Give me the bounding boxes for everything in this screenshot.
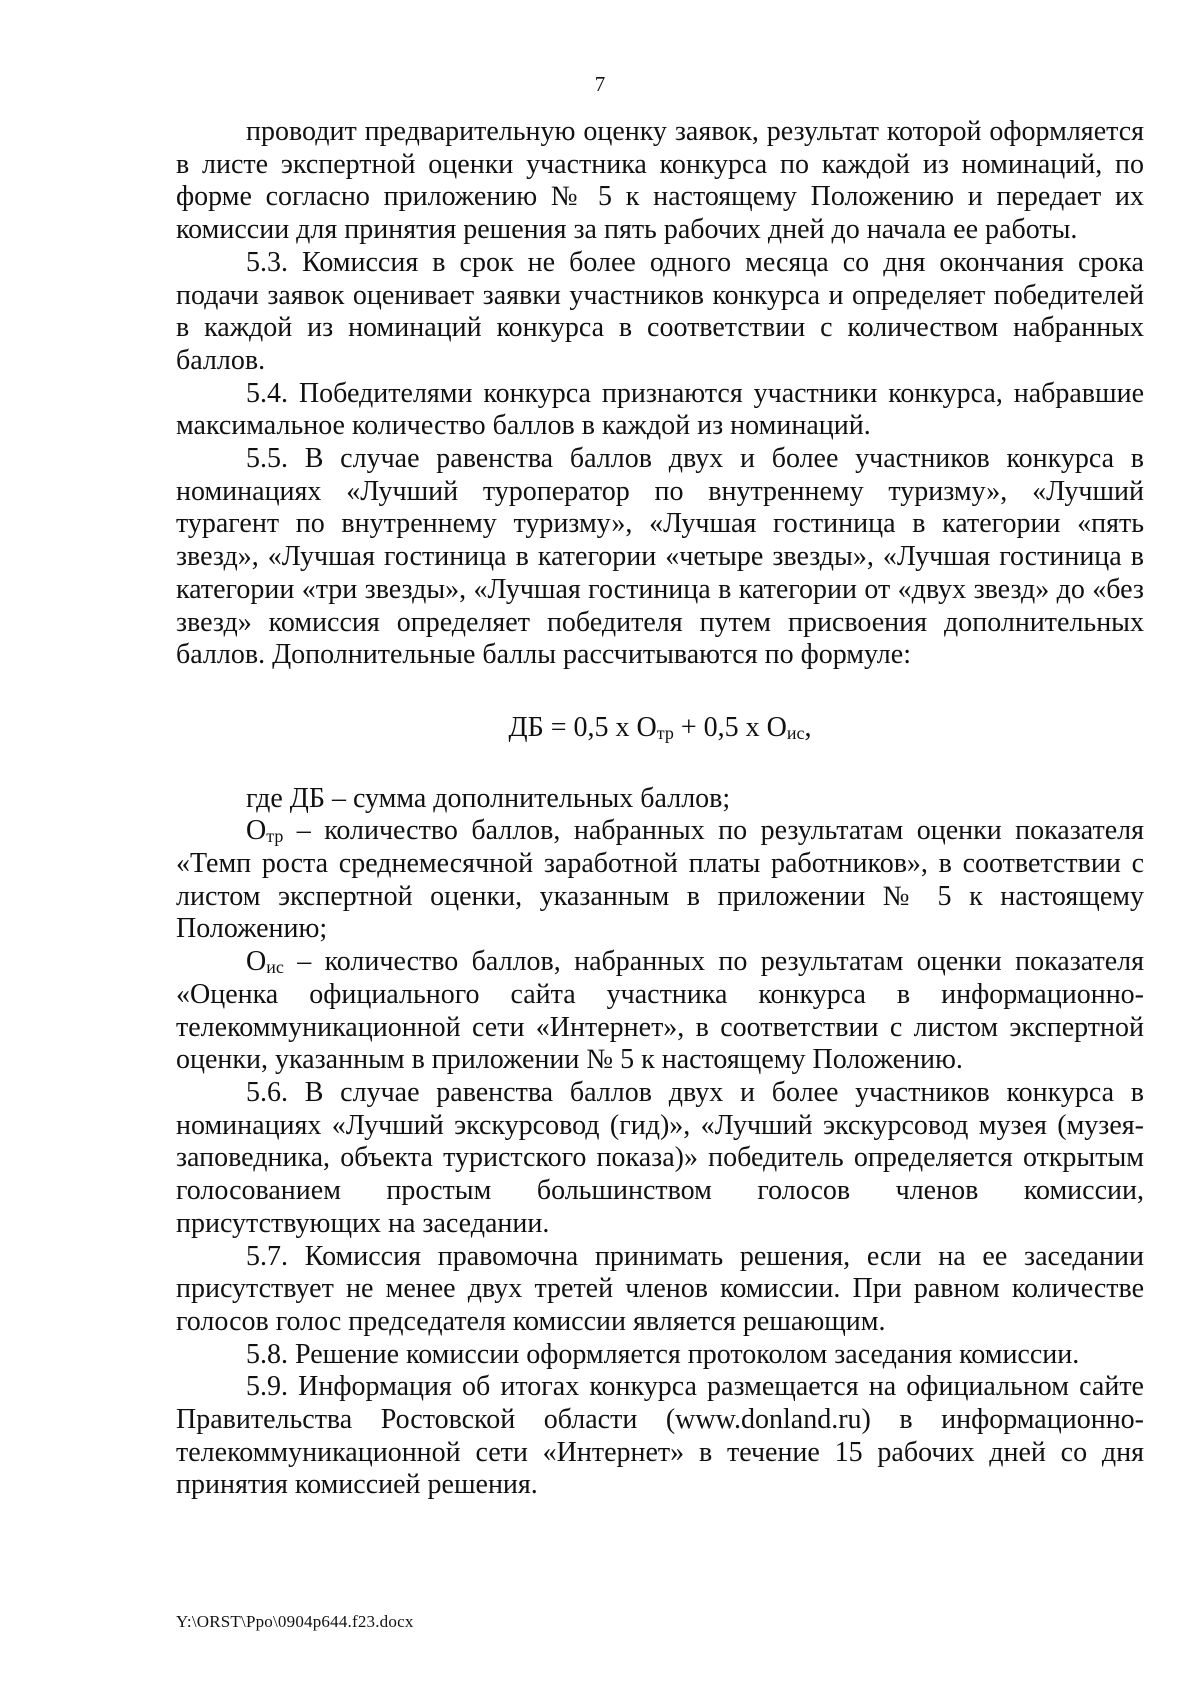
symbol-sub-is: ис [266,957,284,978]
formula-mid: + 0,5 х О [673,711,787,743]
formula-sub-is: ис [786,722,805,743]
footer-file-path: Y:\ORST\Ppo\0904p644.f23.docx [176,1612,414,1631]
formula-tail: , [804,711,812,743]
paragraph-5-5: 5.5. В случае равенства баллов двух и более участников конкурса в номинациях «Лучший туроператор по внутреннему туризму», «Лучший турагент по внутреннему туризму», «Лучшая гостиница в категории «пять звезд», «Лучшая гостиница в категории «четыре звезды», «Лучшая гостиница в категории «три звезды», «Лучшая гостиница в категории от «двух звезд» до «без звезд» комиссия определяет победителя путем присвоения дополнительных баллов. Дополнительные баллы рассчитываются по формуле: [176,443,1144,671]
symbol-o: О [246,946,267,978]
definition-otr [176,815,1144,946]
formula [176,712,1144,745]
page-number: 7 [594,72,606,96]
definition-ois-text: – количество баллов, набранных по результатам оценки показателя «Оценка официального сайта участника конкурса в информационно-телекоммуникационной сети «Интернет», в соответствии с листом экспертной оценки, указанным в приложении № 5 к настоящему Положению. [176,946,1144,1076]
paragraph-5-9: 5.9. Информация об итогах конкурса размещается на официальном сайте Правительства Ростовской области (www.donland.ru) в информационно-телекоммуникационной сети «Интернет» в течение 15 рабочих дней со дня принятия комиссией решения. [176,1371,1144,1501]
symbol-o: О [246,815,267,847]
symbol-sub-tr: тр [266,826,284,847]
document-body [176,116,1144,1502]
paragraph-5-4: 5.4. Победителями конкурса признаются участники конкурса, набравшие максимальное количество баллов в каждой из номинаций. [176,377,1144,442]
paragraph-5-7: 5.7. Комиссия правомочна принимать решения, если на ее заседании присутствует не менее двух третей членов комиссии. При равном количестве голосов голос председателя комиссии является решающим. [176,1240,1144,1337]
definition-ois [176,946,1144,1077]
formula-lhs: ДБ = 0,5 х О [508,711,657,743]
paragraph-5-6: 5.6. В случае равенства баллов двух и более участников конкурса в номинациях «Лучший экскурсовод (гид)», «Лучший экскурсовод музея (музея-заповедника, объекта туристского показа)» победитель определяется открытым голосованием простым большинством голосов членов комиссии, присутствующих на заседании. [176,1076,1144,1239]
paragraph-5-3: 5.3. Комиссия в срок не более одного месяца со дня окончания срока подачи заявок оценивает заявки участников конкурса и определяет победителей в каждой из номинаций конкурса в соответствии с количеством набранных баллов. [176,246,1144,376]
paragraph-continuation: проводит предварительную оценку заявок, результат которой оформляется в листе экспертной оценки участника конкурса по каждой из номинаций, по форме согласно приложению № 5 к настоящему Положению и передает их комиссии для принятия решения за пять рабочих дней до начала ее работы. [176,116,1144,246]
formula-sub-tr: тр [656,722,674,743]
definition-db: где ДБ – сумма дополнительных баллов; [246,782,731,814]
paragraph-5-8: 5.8. Решение комиссии оформляется протоколом заседания комиссии. [246,1338,1080,1370]
definition-otr-text: – количество баллов, набранных по результатам оценки показателя «Темп роста среднемесячной заработной платы работников», в соответствии с листом экспертной оценки, указанным в приложении № 5 к настоящему Положению; [176,815,1144,945]
